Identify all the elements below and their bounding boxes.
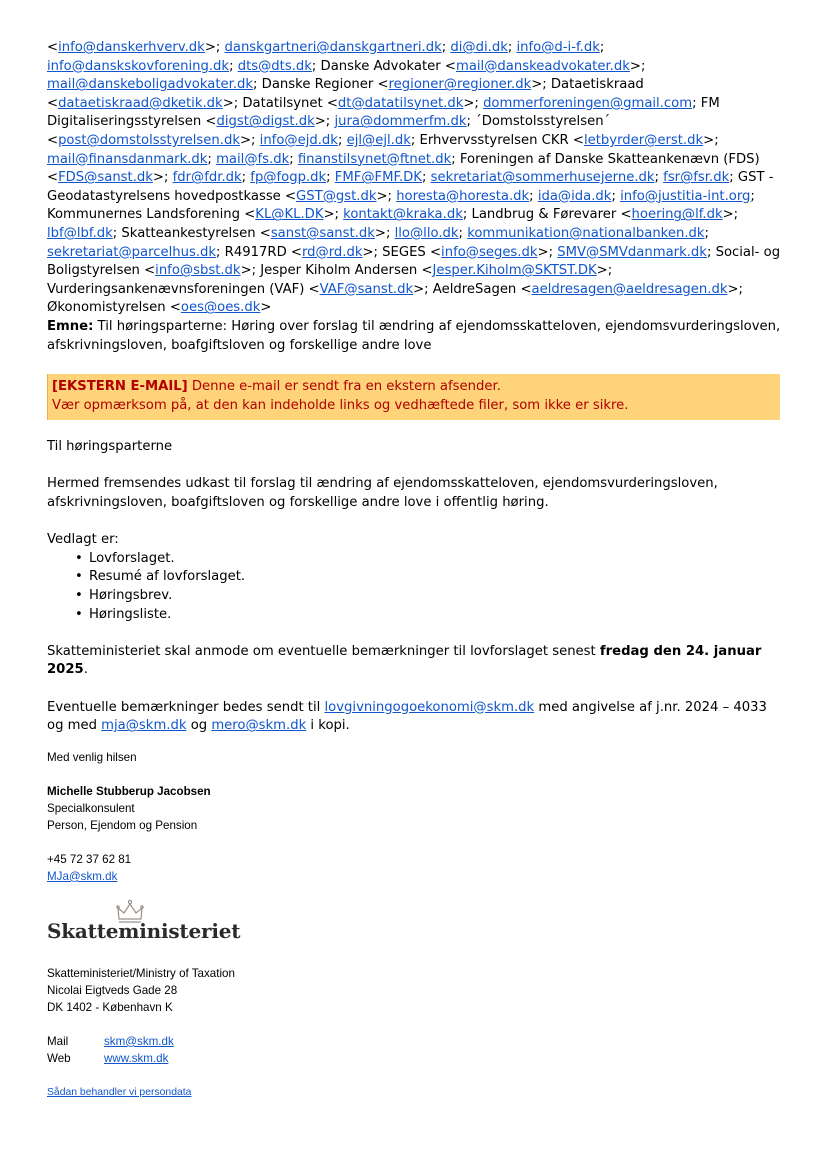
recipient-text: ; GST - Geodatastyrelsens hovedpostkasse <	[47, 170, 774, 204]
recipient-text: ;	[421, 170, 431, 186]
recipient-email-link[interactable]: sekretariat@parcelhus.dk	[47, 244, 217, 260]
copy-email-link-mja[interactable]: mja@skm.dk	[101, 718, 187, 734]
recipient-email-link[interactable]: mail@danskeboligadvokater.dk	[47, 77, 254, 93]
remarks-email-link[interactable]: lovgivningogoekonomi@skm.dk	[324, 699, 535, 715]
recipient-email-link[interactable]: info@d-i-f.dk	[516, 40, 600, 55]
recipient-text: ; Kommunernes Landsforening <	[47, 188, 755, 223]
recipient-text: >; Økonomistyrelsen <	[47, 281, 743, 316]
attachment-item: • Høringsbrev.	[89, 587, 782, 606]
recipient-text: >; SEGES <	[362, 244, 442, 260]
contact-web-row	[47, 1050, 782, 1067]
recipient-text: >;	[722, 207, 739, 223]
recipient-text: >;	[152, 170, 173, 186]
recipient-email-link[interactable]: sanst@sanst.dk	[270, 225, 375, 241]
recipient-email-link[interactable]: dommerforeningen@gmail.com	[483, 95, 693, 111]
intro-paragraph: Hermed fremsendes udkast til forslag til ændring af ejendomsskatteloven, ejendomsvurderingsloven, afskrivningsloven, boafgiftsloven og forskellige andre love i offentlig høring.	[47, 476, 718, 511]
recipient-text: >;	[323, 207, 344, 223]
org-name: Skatteministeriet/Ministry of Taxation	[47, 966, 235, 980]
remarks-paragraph	[47, 699, 782, 736]
recipient-email-link[interactable]: llo@llo.dk	[394, 225, 459, 241]
recipient-text: ; Danske Regioner <	[253, 77, 389, 93]
recipient-email-link[interactable]: post@domstolsstyrelsen.dk	[58, 132, 240, 148]
recipient-email-link[interactable]: rd@rd.dk	[301, 244, 363, 260]
signer-email-link[interactable]: MJa@skm.dk	[47, 869, 118, 883]
recipient-email-link[interactable]: danskgartneri@danskgartneri.dk	[224, 40, 442, 55]
email-page	[47, 39, 782, 1101]
recipient-email-link[interactable]: GST@gst.dk	[296, 188, 377, 204]
recipient-email-link[interactable]: mail@finansdanmark.dk	[47, 151, 208, 167]
recipient-text: ;	[207, 151, 217, 167]
recipient-text: >;	[376, 188, 397, 204]
recipient-email-link[interactable]: lbf@lbf.dk	[47, 225, 113, 241]
ministry-logo	[47, 899, 782, 957]
recipient-email-link[interactable]: fdr@fdr.dk	[172, 170, 242, 186]
closing: Med venlig hilsen	[47, 750, 137, 764]
remarks-text: Eventuelle bemærkninger bedes sendt til	[47, 699, 325, 715]
ministry-wordmark: Skatteministeriet	[47, 918, 241, 943]
recipient-text: ;	[441, 40, 451, 55]
recipient-text: ;	[599, 40, 605, 55]
recipient-email-link[interactable]: kommunikation@nationalbanken.dk	[467, 225, 705, 241]
recipient-text: >	[260, 300, 272, 316]
attachments-label: Vedlagt er:	[47, 532, 119, 548]
warning-line2: Vær opmærksom på, at den kan indeholde links og vedhæftede filer, som ikke er sikre.	[52, 397, 629, 413]
recipient-email-link[interactable]: aeldresagen@aeldresagen.dk	[531, 281, 728, 297]
web-label: Web	[47, 1051, 71, 1065]
greeting: Til høringsparterne	[47, 439, 173, 455]
recipient-text: ;	[458, 225, 468, 241]
mail-link[interactable]: skm@skm.dk	[104, 1034, 174, 1048]
recipient-text: >;	[374, 225, 395, 241]
recipient-email-link[interactable]: info@ejd.dk	[259, 132, 338, 148]
warning-line1: Denne e-mail er sendt fra en ekstern afsender.	[187, 379, 501, 395]
signer-phone: +45 72 37 62 81	[47, 852, 132, 866]
copy-email-link-mero[interactable]: mero@skm.dk	[211, 718, 307, 734]
deadline-text: Skatteministeriet skal anmode om eventuelle bemærkninger til lovforslaget senest	[47, 643, 600, 659]
remarks-and: og	[186, 718, 212, 734]
recipient-email-link[interactable]: fp@fogp.dk	[250, 170, 327, 186]
recipient-text: ;	[289, 151, 298, 167]
attachment-item: • Resumé af lovforslaget.	[89, 568, 782, 587]
attachment-list	[47, 550, 782, 624]
privacy-link[interactable]: Sådan behandler vi persondata	[47, 1086, 192, 1098]
recipient-text: ;	[241, 170, 251, 186]
recipient-email-link[interactable]: info@seges.dk	[441, 244, 538, 260]
contact-mail-row	[47, 1033, 782, 1050]
recipient-text: >;	[463, 95, 484, 111]
recipient-text: ;	[529, 188, 538, 204]
recipient-text: >; AeldreSagen <	[413, 281, 532, 297]
recipient-email-link[interactable]: info@sbst.dk	[155, 263, 241, 279]
recipient-email-link[interactable]: SMV@SMVdanmark.dk	[557, 244, 707, 260]
deadline-end: .	[83, 662, 88, 678]
recipient-email-link[interactable]: dt@datatilsynet.dk	[337, 95, 464, 111]
org-street: Nicolai Eigtveds Gade 28	[47, 983, 178, 997]
recipient-email-link[interactable]: di@di.dk	[450, 40, 508, 55]
recipient-text: >;	[629, 58, 646, 74]
recipient-email-link[interactable]: info@danskerhverv.dk	[58, 40, 205, 55]
recipient-text: >;	[314, 114, 335, 130]
recipient-text: ; Landbrug & Førevarer <	[462, 207, 632, 223]
recipient-email-link[interactable]: finanstilsynet@ftnet.dk	[297, 151, 452, 167]
recipient-text: >;	[239, 132, 260, 148]
recipient-email-link[interactable]: dts@dts.dk	[237, 58, 312, 74]
subject-label: Emne:	[47, 318, 94, 334]
recipient-email-link[interactable]: KL@KL.DK	[255, 207, 324, 223]
recipient-text: ; Social- og Boligstyrelsen <	[47, 244, 781, 279]
recipient-text: ; Foreningen af Danske Skatteankenævn (FDS) <	[47, 151, 760, 186]
recipient-email-link[interactable]: kontakt@kraka.dk	[343, 207, 463, 223]
signer-title: Specialkonsulent	[47, 801, 135, 815]
deadline-date: fredag den 24. januar 2025	[47, 643, 762, 678]
external-email-warning	[47, 374, 780, 420]
recipient-email-link[interactable]: info@justitia-int.org	[620, 188, 751, 204]
recipient-email-link[interactable]: regioner@regioner.dk	[388, 77, 532, 93]
recipient-text: ;	[326, 170, 335, 186]
recipient-email-link[interactable]: mail@fs.dk	[216, 151, 290, 167]
recipient-email-link[interactable]: dataetiskraad@dketik.dk	[58, 95, 223, 111]
recipient-email-link[interactable]: mail@danskeadvokater.dk	[455, 58, 630, 74]
recipient-text: ;	[229, 58, 238, 74]
recipient-text: ;	[337, 132, 347, 148]
recipient-text: ; Erhvervsstyrelsen CKR <	[410, 132, 584, 148]
recipient-email-link[interactable]: horesta@horesta.dk	[396, 188, 530, 204]
recipient-text: ; Danske Advokater <	[311, 58, 456, 74]
recipient-text: ;	[611, 188, 621, 204]
recipient-email-link[interactable]: jura@dommerfm.dk	[334, 114, 467, 130]
mail-label: Mail	[47, 1034, 69, 1048]
recipient-email-link[interactable]: hoering@lf.dk	[631, 207, 723, 223]
signer-department: Person, Ejendom og Pension	[47, 818, 198, 832]
recipient-text: ; FM Digitaliseringsstyrelsen <	[47, 95, 720, 130]
recipient-email-link[interactable]: FMF@FMF.DK	[334, 170, 422, 186]
recipient-text: <	[47, 40, 59, 55]
recipient-text: >;	[703, 132, 719, 148]
subject-text: Til høringsparterne: Høring over forslag til ændring af ejendomsskatteloven, ejendomsvurderingsloven, afskrivningsloven, boafgiftsloven og forskellige andre love	[47, 318, 781, 353]
recipient-text: ; ´Domstolsstyrelsen´ <	[47, 114, 611, 148]
recipient-text: >; Dataetiskraad <	[47, 77, 644, 111]
recipient-text: >; Datatilsynet <	[222, 95, 338, 111]
recipient-email-link[interactable]: info@danskskovforening.dk	[47, 58, 230, 74]
warning-tag: [EKSTERN E-MAIL]	[52, 379, 188, 395]
attachment-item: • Lovforslaget.	[89, 550, 782, 569]
recipient-email-link[interactable]: fsr@fsr.dk	[663, 170, 730, 186]
recipient-email-link[interactable]: Jesper.Kiholm@SKTST.DK	[432, 263, 597, 279]
recipient-email-link[interactable]: digst@digst.dk	[216, 114, 315, 130]
recipient-email-link[interactable]: oes@oes.dk	[180, 300, 261, 316]
recipient-text: ;	[654, 170, 664, 186]
subject-line	[47, 318, 782, 355]
recipient-email-link[interactable]: letbyrder@erst.dk	[583, 132, 704, 148]
recipient-text: >; Vurderingsankenævnsforeningen (VAF) <	[47, 263, 613, 297]
recipient-text: >; Jesper Kiholm Andersen <	[240, 263, 433, 279]
recipient-email-link[interactable]: ida@ida.dk	[537, 188, 612, 204]
deadline-paragraph	[47, 643, 782, 680]
web-link[interactable]: www.skm.dk	[104, 1051, 169, 1065]
recipient-text: ; Skatteankestyrelsen <	[112, 225, 271, 241]
remarks-text-mid: med angivelse af j.nr. 2024 – 4033 og med	[47, 699, 767, 734]
recipient-list	[47, 39, 782, 318]
recipient-email-link[interactable]: ejl@ejl.dk	[346, 132, 411, 148]
recipient-email-link[interactable]: VAF@sanst.dk	[319, 281, 414, 297]
remarks-text-end: i kopi.	[306, 718, 350, 734]
recipient-text: ;	[507, 40, 517, 55]
signer-name: Michelle Stubberup Jacobsen	[47, 784, 211, 798]
recipient-email-link[interactable]: FDS@sanst.dk	[58, 170, 153, 186]
recipient-text: >;	[537, 244, 558, 260]
recipient-email-link[interactable]: sekretariat@sommerhusejerne.dk	[430, 170, 655, 186]
org-city: DK 1402 - København K	[47, 1000, 173, 1014]
recipient-text: ; R4917RD <	[216, 244, 302, 260]
recipient-text: ;	[704, 225, 709, 241]
attachment-item: • Høringsliste.	[89, 606, 782, 625]
email-body	[47, 438, 782, 736]
signature-block	[47, 749, 782, 1101]
recipient-text: >;	[204, 40, 225, 55]
